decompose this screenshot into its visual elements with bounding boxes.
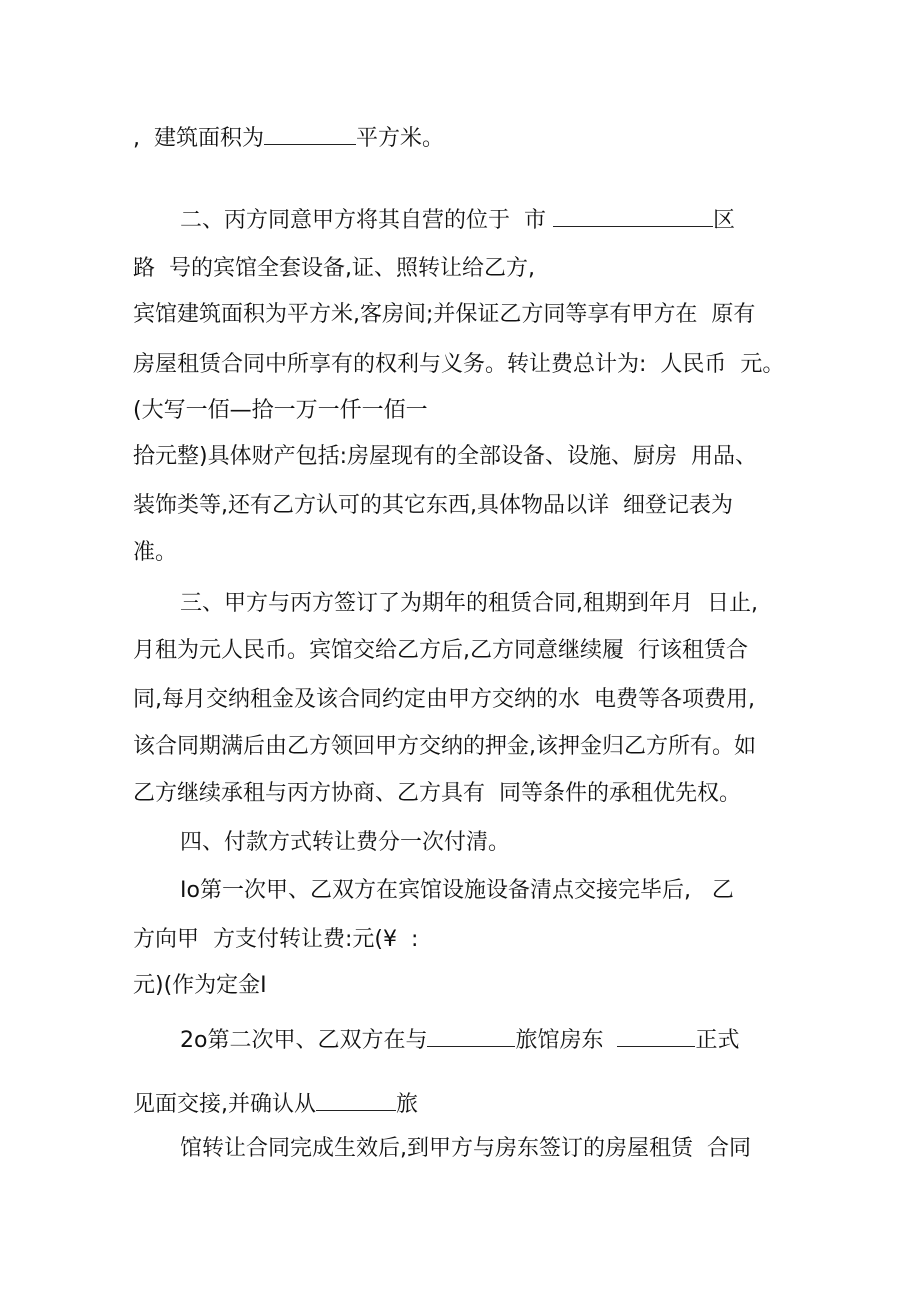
- blank-area: [264, 120, 356, 145]
- line-10: 三、甲方与丙方签订了为期年的租赁合同,租期到年月 日止,: [180, 591, 758, 616]
- line-4: 宾馆建筑面积为平方米,客房间;并保证乙方同等享有甲方在 原有: [133, 302, 756, 327]
- line-17: 方向甲 方支付转让费:元(¥ :: [133, 927, 419, 952]
- line-7: 拾元整)具体财产包括:房屋现有的全部设备、设施、厨房 用品、: [133, 444, 757, 469]
- text-20b: 旅: [396, 1092, 419, 1117]
- line-14: 乙方继续承租与丙方协商、乙方具有 同等条件的承租优先权。: [133, 781, 741, 806]
- blank-hotel-name: [427, 1022, 515, 1047]
- text-20a: 见面交接,并确认从: [133, 1092, 316, 1117]
- line-12: 同,每月交纳租金及该合同约定由甲方交纳的水 电费等各项费用,: [133, 687, 755, 712]
- line-6: (大写一佰—拾一万一仟一佰一: [133, 398, 428, 423]
- line-21: 馆转让合同完成生效后,到甲方与房东签订的房屋租赁 合同: [180, 1136, 751, 1161]
- text-1b: 平方米。: [355, 126, 444, 151]
- line-13: 该合同期满后由乙方领回甲方交纳的押金,该押金归乙方所有。如: [133, 734, 756, 759]
- text-2a: 二、丙方同意甲方将其自营的位于 市: [180, 208, 553, 233]
- blank-landlord: [617, 1022, 695, 1047]
- line-3: 路 号的宾馆全套设备,证、照转让给乙方,: [133, 256, 535, 281]
- text-2b: 区: [712, 208, 735, 233]
- text-19c: 正式: [695, 1028, 740, 1053]
- line-11: 月租为元人民币。宾馆交给乙方后,乙方同意继续履 行该租赁合: [133, 638, 748, 663]
- line-18: 元)(作为定金I: [133, 973, 267, 998]
- text-19a: 2o第二次甲、乙双方在与: [180, 1028, 428, 1053]
- line-2: [180, 202, 735, 236]
- line-8: 装饰类等,还有乙方认可的其它东西,具体物品以详 细登记表为: [133, 493, 733, 518]
- line-16: Io第一次甲、乙双方在宾馆设施设备清点交接完毕后, 乙: [180, 878, 734, 903]
- blank-city: [553, 202, 713, 227]
- line-19: [180, 1022, 739, 1056]
- line-5: 房屋租赁合同中所享有的权利与义务。转让费总计为: 人民币 元。: [133, 352, 785, 377]
- blank-hotel-2: [316, 1086, 396, 1111]
- line-15: 四、付款方式转让费分一次付清。: [180, 830, 511, 855]
- text-19b: 旅馆房东: [515, 1028, 618, 1053]
- text-1a: , 建筑面积为: [133, 126, 264, 151]
- line-9: 准。: [133, 540, 178, 565]
- line-20: [133, 1086, 418, 1120]
- line-1: [133, 120, 444, 154]
